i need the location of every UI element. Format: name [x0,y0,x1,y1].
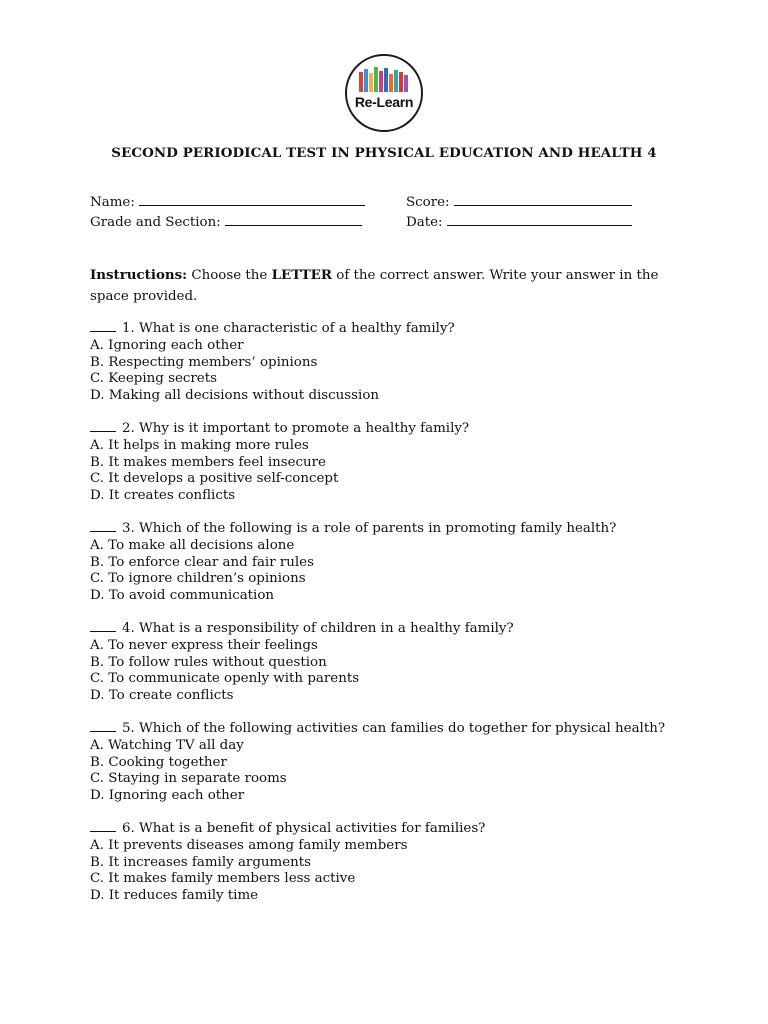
answer-blank[interactable] [90,820,116,832]
option-c: C. It makes family members less active [90,871,356,887]
score-label: Score: [406,195,450,210]
option-d: D. It reduces family time [90,888,259,904]
question-6 [90,820,690,905]
question-line [90,320,690,338]
question-text: 2. Why is it important to promote a healthy family? [122,421,470,436]
question-5 [90,720,690,805]
option-c: C. Keeping secrets [90,371,217,387]
question-text: 5. Which of the following activities can families do together for physical health? [122,721,666,736]
option-b: B. To enforce clear and fair rules [90,554,314,570]
score-field[interactable] [454,193,632,206]
option-d: D. Ignoring each other [90,788,245,804]
option-c: C. It develops a positive self-concept [90,471,339,487]
name-score-row [90,193,450,210]
question-line [90,520,690,538]
option-d: D. Making all decisions without discussion [90,388,380,404]
grade-section-field[interactable] [225,213,362,226]
option-b: B. Respecting members’ opinions [90,354,318,370]
option-a: A. It helps in making more rules [90,437,309,453]
answer-blank[interactable] [90,520,116,532]
question-text: 3. Which of the following is a role of parents in promoting family health? [122,521,617,536]
question-text: 6. What is a benefit of physical activities for families? [122,821,486,836]
question-1 [90,320,690,405]
instructions-emphasis: LETTER [271,267,333,283]
question-line [90,420,690,438]
date-group [406,213,632,230]
answer-blank[interactable] [90,620,116,632]
option-a: A. To never express their feelings [90,637,318,653]
name-field[interactable] [139,193,365,206]
date-label: Date: [406,215,443,230]
answer-blank[interactable] [90,320,116,332]
grade-date-row [90,213,443,230]
question-4 [90,620,690,705]
logo-text: Re-Learn [354,94,414,110]
books-logo-icon [357,64,411,92]
name-label: Name: [90,195,135,210]
question-line [90,820,690,838]
option-c: C. Staying in separate rooms [90,771,287,787]
question-line [90,720,690,738]
instructions-label: Instructions: [90,267,188,283]
option-c: C. To communicate openly with parents [90,671,360,687]
option-b: B. To follow rules without question [90,654,327,670]
instructions-text-2: of the correct answer. Write your answer in the space provided. [90,268,659,304]
question-text: 4. What is a responsibility of children in a healthy family? [122,621,514,636]
option-b: B. It makes members feel insecure [90,454,326,470]
option-d: D. To avoid communication [90,588,275,604]
instructions-text-1: Choose the [187,268,272,283]
option-b: B. It increases family arguments [90,854,312,870]
option-b: B. Cooking together [90,754,227,770]
question-line [90,620,690,638]
score-group [406,193,632,210]
question-3 [90,520,690,605]
answer-blank[interactable] [90,420,116,432]
date-field[interactable] [447,213,632,226]
option-c: C. To ignore children’s opinions [90,571,306,587]
grade-section-label: Grade and Section: [90,215,221,230]
option-a: A. To make all decisions alone [90,537,295,553]
answer-blank[interactable] [90,720,116,732]
option-a: A. It prevents diseases among family members [90,837,408,853]
question-text: 1. What is one characteristic of a healthy family? [122,321,455,336]
option-a: A. Watching TV all day [90,737,244,753]
option-d: D. It creates conflicts [90,488,236,504]
question-2 [90,420,690,505]
relearn-logo [345,50,423,132]
option-a: A. Ignoring each other [90,337,244,353]
option-d: D. To create conflicts [90,688,234,704]
page-title: SECOND PERIODICAL TEST IN PHYSICAL EDUCATION AND HEALTH 4 [111,145,657,161]
instructions [90,265,680,307]
